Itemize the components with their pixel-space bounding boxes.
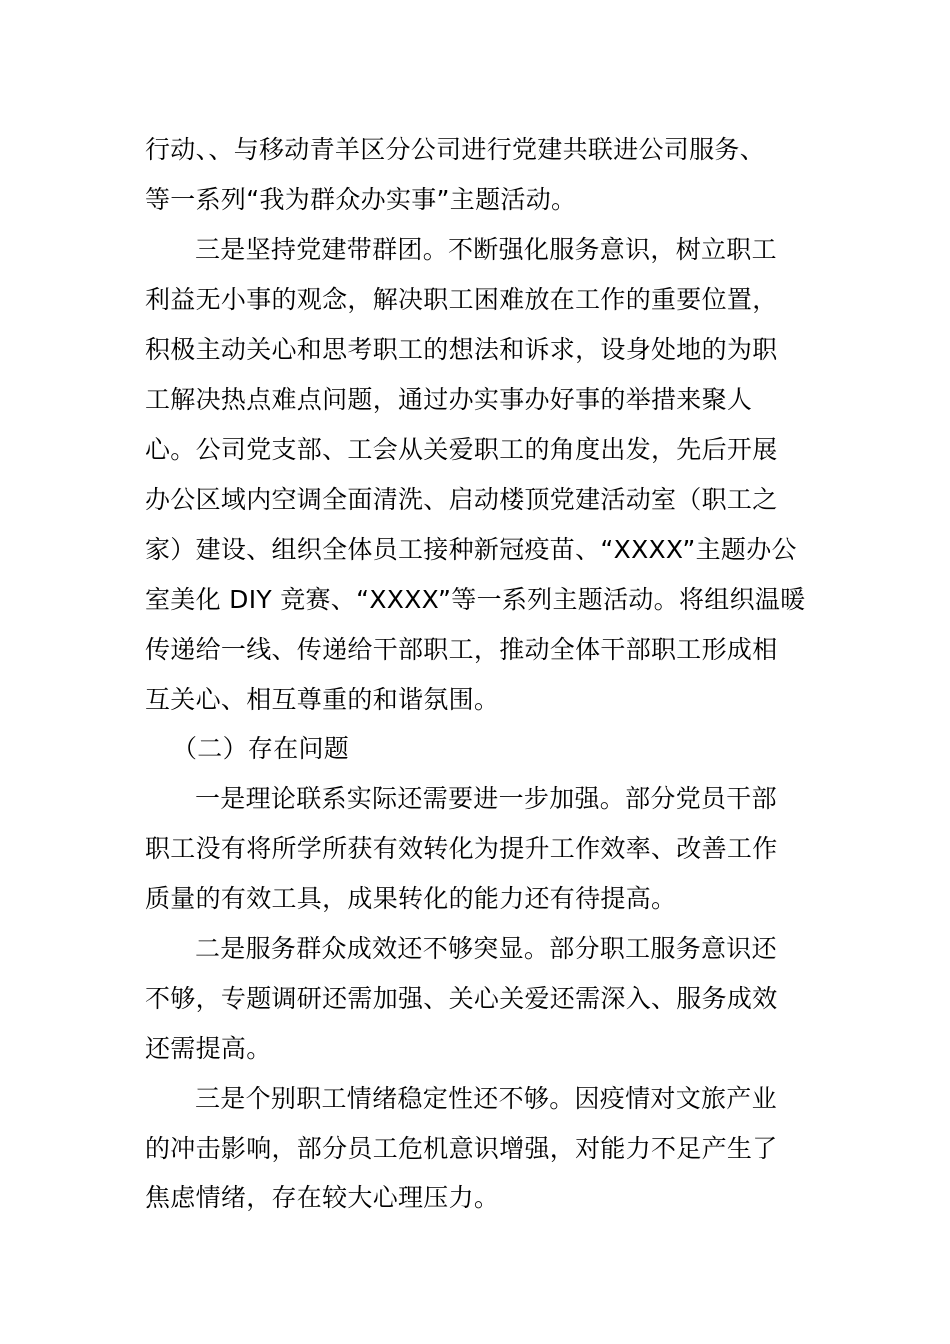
text-line: 心。公司党支部、工会从关爱职工的角度出发，先后开展 (145, 435, 778, 464)
text-line: 质量的有效工具，成果转化的能力还有待提高。 (145, 884, 677, 913)
section-heading: （二）存在问题 (172, 734, 350, 763)
text-line: 利益无小事的观念，解决职工困难放在工作的重要位置， (145, 285, 778, 314)
paragraph-start-line: 三是个别职工情绪稳定性还不够。因疫情对文旅产业 (195, 1084, 777, 1113)
text-line: 职工没有将所学所获有效转化为提升工作效率、改善工作 (145, 834, 778, 863)
text-line: 不够，专题调研还需加强、关心关爱还需深入、服务成效 (145, 984, 778, 1013)
text-line: 互关心、相互尊重的和谐氛围。 (145, 685, 500, 714)
text-line: 工解决热点难点问题，通过办实事办好事的举措来聚人 (145, 385, 753, 414)
text-line: 室美化 DIY 竞赛、“XXXX”等一系列主题活动。将组织温暖 (145, 585, 806, 614)
paragraph-start-line: 三是坚持党建带群团。不断强化服务意识，树立职工 (195, 235, 777, 264)
text-line: 传递给一线、传递给干部职工，推动全体干部职工形成相 (145, 635, 778, 664)
text-line: 焦虑情绪，存在较大心理压力。 (145, 1183, 500, 1212)
paragraph-start-line: 一是理论联系实际还需要进一步加强。部分党员干部 (195, 784, 777, 813)
text-line: 等一系列“我为群众办实事”主题活动。 (145, 185, 577, 214)
text-line: 家）建设、组织全体员工接种新冠疫苗、“XXXX”主题办公 (145, 535, 797, 564)
text-line: 行动、、与移动青羊区分公司进行党建共联进公司服务、 (145, 135, 766, 164)
paragraph-start-line: 二是服务群众成效还不够突显。部分职工服务意识还 (195, 934, 777, 963)
text-line: 办公区域内空调全面清洗、启动楼顶党建活动室（职工之 (145, 485, 778, 514)
text-line: 还需提高。 (145, 1034, 272, 1063)
text-line: 积极主动关心和思考职工的想法和诉求，设身处地的为职 (145, 335, 778, 364)
text-line: 的冲击影响，部分员工危机意识增强，对能力不足产生了 (145, 1134, 778, 1163)
